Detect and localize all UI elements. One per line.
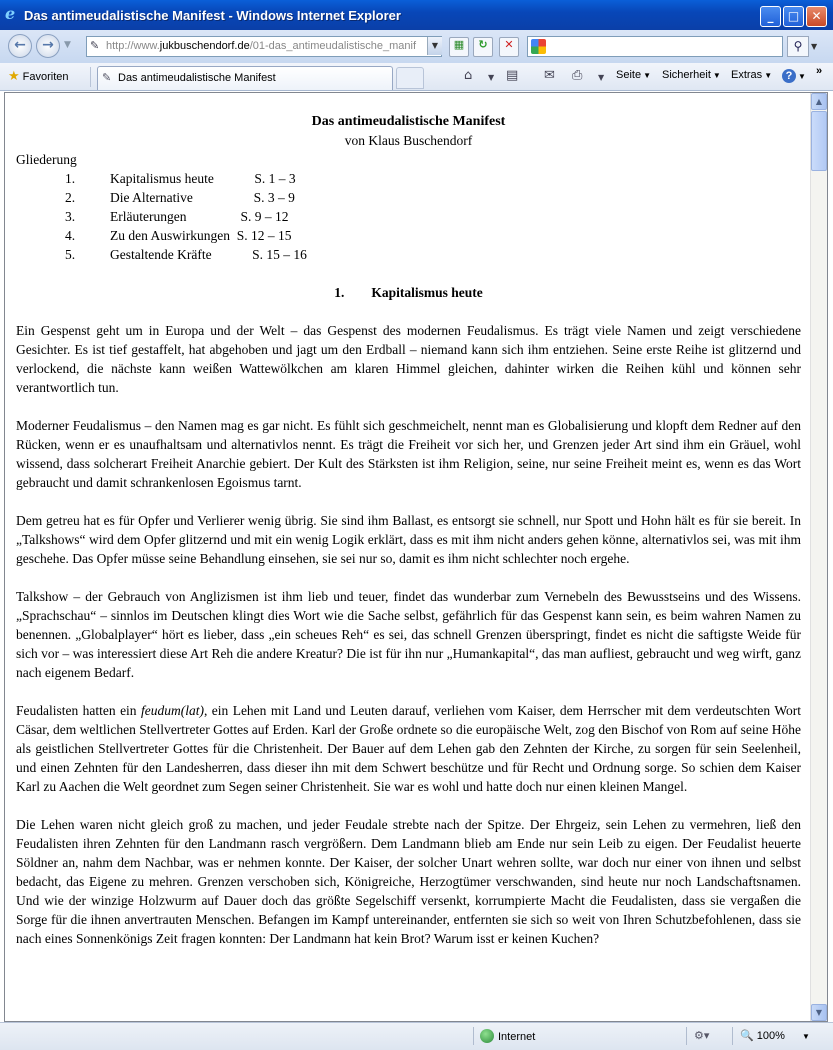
page-menu-label: Seite [616,69,642,81]
scroll-up-icon[interactable]: ▲ [811,93,827,110]
paragraph: Moderner Feudalismus – den Namen mag es gar nicht. Es fühlt sich geschmeichelt, nennt man es Globalisierung und klopft dem Redner auf den Rücken, wenn er es unaufhaltsam und alternativlos nennt. Es trägt die Freiheit vor sich her, und Grenzen jeder Art sind ihm ein Gräuel, wohl wissend, dass solcherart Freiheit Anarchie gebiert. Der Kult des Stärksten ist ihm Religion, seine, nur seine Freiheit meint es, wenn es das Wort gebraucht und damit schrankenlosen Egoismus tarnt. [16,418,801,490]
outline-item [16,245,801,264]
forward-button[interactable]: → [36,34,60,58]
outline-heading: Gliederung [16,152,77,167]
maximize-button[interactable]: □ [783,6,804,27]
favorites-bar [0,63,833,91]
outline-text: Die Alternative S. 3 – 9 [110,190,295,205]
compatibility-view-icon[interactable]: ▦ [449,37,469,57]
google-icon [531,39,546,54]
divider [473,1027,474,1045]
chevron-right-icon[interactable]: » [816,65,823,77]
page-menu[interactable]: Seite ▼ [616,69,651,81]
home-icon[interactable]: ⌂ [464,68,473,83]
close-button[interactable]: ✕ [806,6,827,27]
tab-current-page[interactable] [97,66,393,90]
outline-text: Erläuterungen S. 9 – 12 [110,209,289,224]
globe-icon [480,1029,494,1043]
document [16,93,801,1021]
outline-number: 4. [65,228,76,243]
extras-menu-label: Extras [731,69,763,81]
page-icon: ✎ [102,72,112,84]
favorites-button[interactable] [8,68,69,84]
print-dropdown-icon[interactable]: ▼ [598,73,605,82]
help-icon: ? [782,69,796,83]
outline-number: 3. [65,209,76,224]
refresh-icon[interactable]: ↻ [473,37,493,57]
minimize-button[interactable]: _ [760,6,781,27]
ie-logo-icon: e [5,4,16,23]
safety-menu-label: Sicherheit [662,69,711,81]
star-icon: ★ [8,68,20,83]
stop-icon[interactable]: ✕ [499,37,519,57]
page-icon: ✎ [90,40,100,52]
protected-mode-icon[interactable]: ⚙▾ [694,1030,710,1042]
print-icon[interactable]: ⎙ [572,68,583,83]
divider [686,1027,687,1045]
url-prefix: http://www. [106,40,160,52]
paragraph-text: Feudalisten hatten ein [16,703,141,718]
outline-text: Gestaltende Kräfte S. 15 – 16 [110,247,307,262]
search-input[interactable] [527,36,783,57]
security-zone[interactable] [480,1029,535,1043]
help-menu[interactable]: ? ▼ [782,69,806,83]
outline-number: 2. [65,190,76,205]
document-author: von Klaus Buschendorf [344,133,473,148]
outline-item [16,226,801,245]
paragraph: Die Lehen waren nicht gleich groß zu machen, und jeder Feudale strebte nach der Spitze. Der Ehrgeiz, sein Lehen zu vermehren, ließ den Feudalisten ihren Zehnten für den Landmann rasch vergrößern. Dem Landmann blieb am Ende nur sein Leib zu eigen. Der Feudalist heuerte Söldner an, nahm dem Nachbar, was er nehmen konnte. Der Kaiser, der solcher Unart wehren sollte, war doch nur einer von ihnen und selbst bedacht, das Eigene zu mehren. Grenzen verschoben sich, Königreiche, Herzogtümer verschwanden, sind heute nur noch Landschaftsnamen. Und wie der winzige Holzwurm auf Dauer doch das größte Segelschiff versenkt, korrumpierte Macht die Feudalisten, dass sie vergaßen die Sorge für die ihnen anvertrauten Menschen. Befangen im Kampf untereinander, entfernten sie sich so weit von Ihren Schutzbefohlenen, dass sie nach eines Sonnenkönigs Zeit fragen konnten: Der Landmann hat kein Brot? Warum isst er keinen Kuchen? [16,817,801,946]
document-title: Das antimeudalistische Manifest [311,114,506,129]
section-heading: 1. Kapitalismus heute [334,285,483,300]
window-title: Das antimeudalistische Manifest - Windows Internet Explorer [24,8,401,23]
outline-item [16,169,801,188]
recent-pages-dropdown-icon[interactable]: ▼ [64,40,71,50]
outline-text: Zu den Auswirkungen S. 12 – 15 [110,228,292,243]
zoom-dropdown-icon: ▼ [801,1032,810,1041]
zone-label: Internet [498,1031,536,1043]
vertical-scrollbar[interactable] [810,93,827,1021]
new-tab-button[interactable] [396,67,424,89]
zoom-value: 100% [756,1030,785,1042]
paragraph: Talkshow – der Gebrauch von Anglizismen ist ihm lieb und teuer, findet das wunderbar zum Vernebeln des Bewusstseins und des Wissens. „Sprachschau“ – sinnlos im Deutschen klingt dies Wort wie die Sache selbst, gefährlich für das Gespenst kann sein, es beim wahren Namen zu benennen. „Globalplayer“ hört es lieber, dass „ein scheues Reh“ es sei, das schnell Grenzen überspringt, findet es nicht die saftigste Weide für sich vor – was interessiert diese Art Reh die andere Kreatur? Die ist für ihn nur „Humankapital“, das man aufliest, gebraucht und weg wirft, ganz nach eigenem Bedarf. [16,589,801,680]
search-options-dropdown-icon[interactable]: ▼ [811,42,818,51]
outline-item [16,207,801,226]
mail-icon[interactable]: ✉ [544,68,555,83]
scroll-thumb[interactable] [811,111,827,171]
title-bar [0,0,833,30]
address-input[interactable] [86,36,442,57]
outline-text: Kapitalismus heute S. 1 – 3 [110,171,296,186]
extras-menu[interactable]: Extras ▼ [731,69,773,81]
outline-item [16,188,801,207]
zoom-control[interactable] [740,1029,810,1042]
tab-label: Das antimeudalistische Manifest [118,72,276,84]
back-button[interactable]: ← [8,34,32,58]
paragraph: Dem getreu hat es für Opfer und Verlierer wenig übrig. Sie sind ihm Ballast, es entsorgt sie schnell, nur Spott und Hohn hält es für sie bereit. In „Talkshows“ wird dem Opfer glitzernd und mit ein wenig Logik erklärt, dass es mit ihm nicht anders gehen könne, alternativlos sei, was mit ihm geschehe. Das Opfer müsse seine Behandlung einsehen, sie sei nur so, damit es ihm nicht schlechter noch ergehe. [16,513,801,566]
url-path: /01-das_antimeudalistische_manif [249,40,417,52]
home-dropdown-icon[interactable]: ▼ [488,73,495,82]
outline-number: 1. [65,171,76,186]
status-bar [0,1022,833,1050]
divider [732,1027,733,1045]
search-button[interactable]: ⚲ [787,36,809,57]
address-dropdown-icon[interactable]: ▼ [427,37,442,55]
navigation-bar [0,30,833,63]
feeds-icon[interactable]: ▤ [506,68,519,83]
zoom-icon: 🔍 [740,1030,754,1042]
safety-menu[interactable]: Sicherheit ▼ [662,69,721,81]
paragraph: Ein Gespenst geht um in Europa und der Welt – das Gespenst des modernen Feudalismus. Es trägt viele Namen und zeigt verschiedene Gesichter. Es ist tief gestaffelt, hat abgehoben und jagt um den Erdball – niemand kann sich ihm entziehen. Seine erste Reihe ist glitzernd und verlockend, die nächste kann weißen Wattewölkchen am klaren Himmel gleichen, dahinter wirken die Reihen kühl und können sehr verantwortlich tun. [16,323,801,395]
paragraph [16,701,801,796]
url-host: jukbuschendorf.de [159,40,250,52]
paragraph-text: , ein Lehen mit Land und Leuten darauf, verliehen vom Kaiser, dem Herrscher mit dem verdeutschten Wort Cäsar, dem weltlichen Stellvertreter Gottes auf Erden. Karl der Große ordnete so die europäische Welt, zog den Bischof von Rom auf seine Höhe als geistlichen Stellvertreter Gottes für die Christenheit. Der Bauer auf dem Lehen gab den Zehnten der Kirche, zu sorgen für sein Seelenheil, und einen Zehnten für den Landesherren, dass dieser ihn mit dem Schwert beschütze und für Recht und Ordnung sorge. So schien dem Kaiser Karl zu Aachen die Welt geordnet zum Segen seiner Christenheit. Sie war es wohl und hatte doch nur einen kleinen Mangel. [16,703,801,794]
divider [90,67,91,87]
content-viewport [4,92,828,1022]
outline-number: 5. [65,247,76,262]
scroll-down-icon[interactable]: ▼ [811,1004,827,1021]
italic-term: feudum(lat) [140,703,204,718]
favorites-label: Favoriten [22,71,69,83]
